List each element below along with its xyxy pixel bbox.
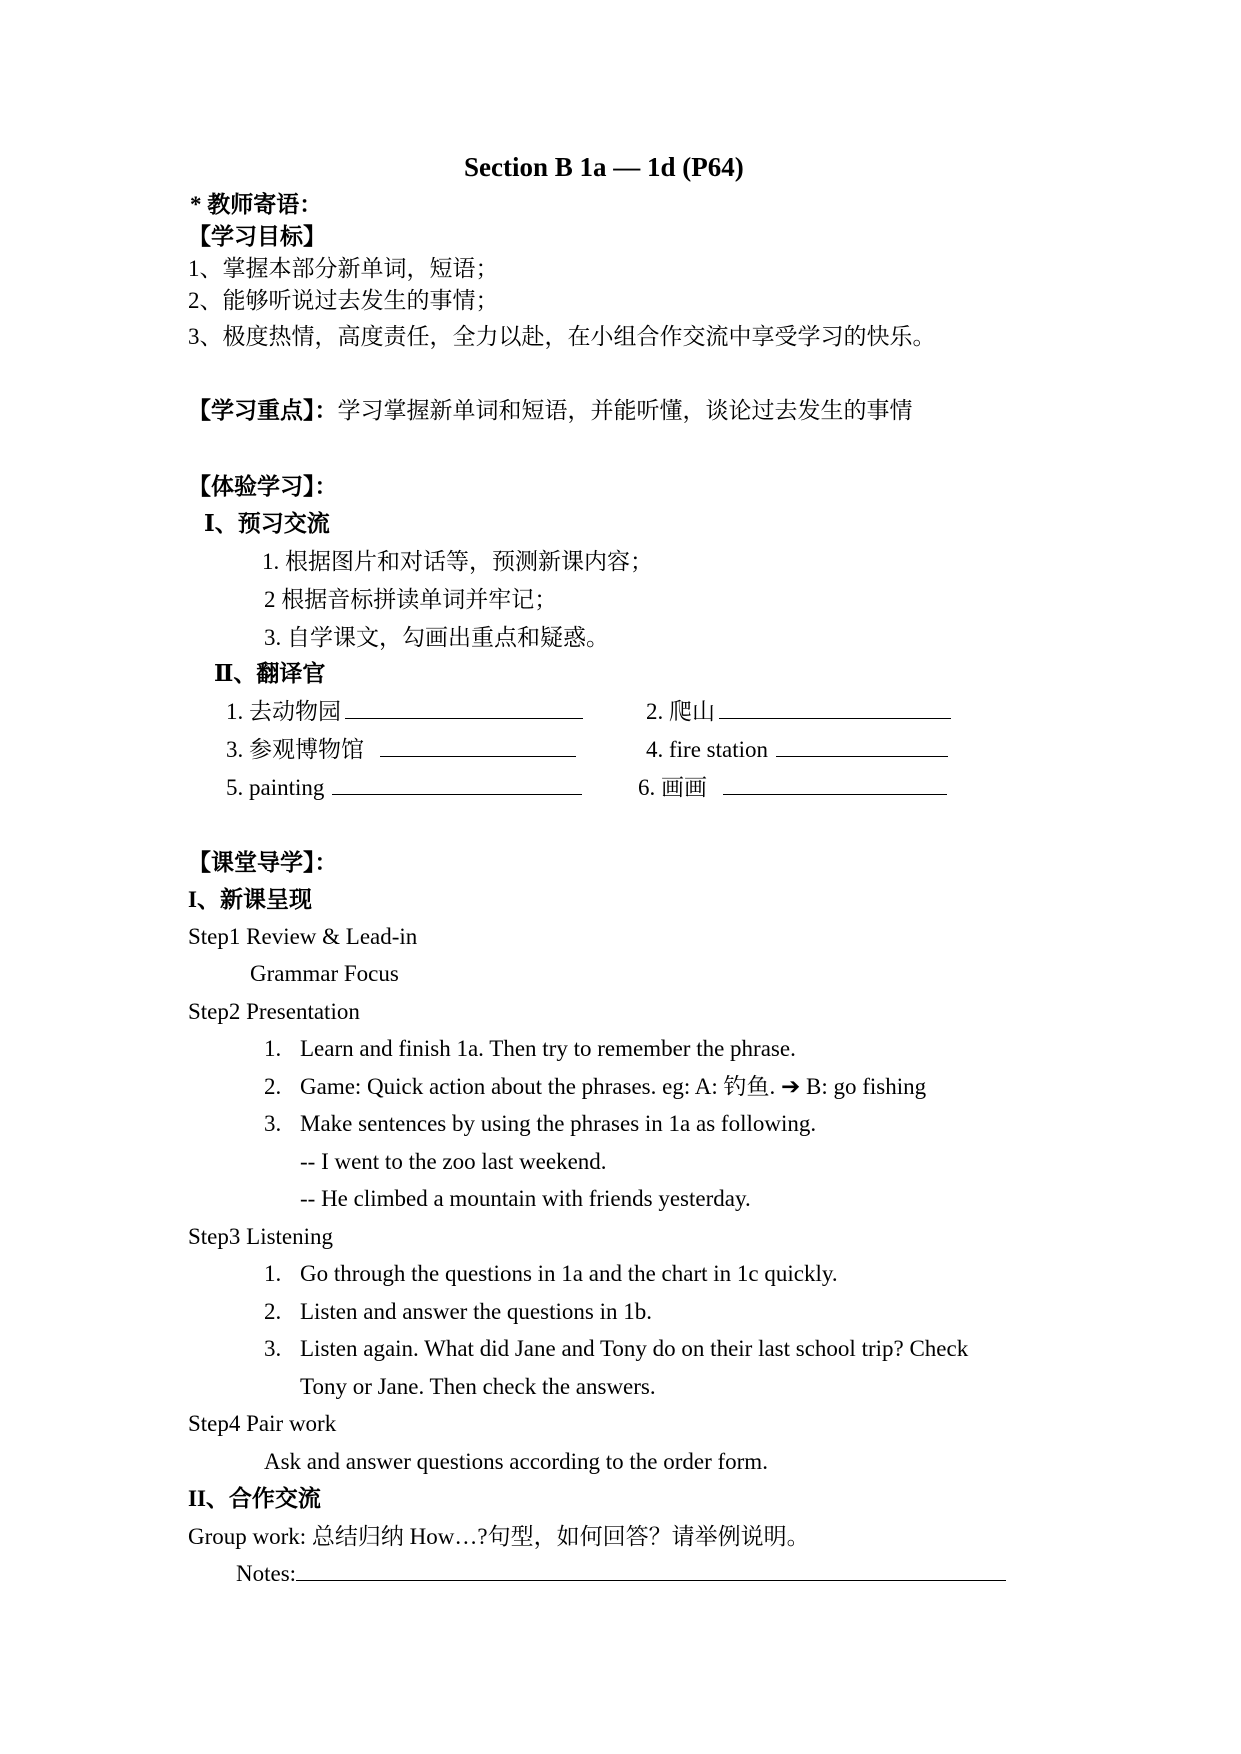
notes-label: Notes: (236, 1561, 297, 1586)
preview-item: 1. 根据图片和对话等，预测新课内容； (262, 549, 653, 574)
step2-item-game (300, 1072, 926, 1102)
step2-item: Learn and finish 1a. Then try to remember the phrase. (300, 1036, 796, 1061)
step1-label: Step1 Review & Lead-in (188, 924, 418, 949)
goal-item: 3、极度热情，高度责任，全力以赴，在小组合作交流中享受学习的快乐。 (188, 324, 936, 349)
example-sentence: -- I went to the zoo last weekend. (300, 1149, 607, 1174)
translate-prompt: 6. 画画 (638, 775, 707, 800)
answer-blank[interactable] (776, 736, 948, 757)
step3-num: 2. (264, 1299, 282, 1324)
translate-prompt: 2. 爬山 (646, 699, 715, 724)
translate-item (638, 773, 947, 803)
experience-heading: 【体验学习】： (188, 474, 338, 499)
teacher-note: * 教师寄语： (190, 192, 323, 217)
translate-prompt: 3. 参观博物馆 (226, 737, 364, 762)
cooperate-heading: II、合作交流 (188, 1486, 321, 1511)
translate-prompt: 1. 去动物园 (226, 699, 341, 724)
goals-heading: 【学习目标】 (188, 224, 326, 249)
answer-blank[interactable] (332, 774, 582, 795)
step3-label: Step3 Listening (188, 1224, 334, 1249)
focus-heading: 【学习重点】： (188, 398, 338, 423)
step4-label: Step4 Pair work (188, 1411, 337, 1436)
step1-sub: Grammar Focus (250, 961, 399, 986)
step4-text: Ask and answer questions according to the order form. (264, 1449, 768, 1474)
notes-blank[interactable] (296, 1560, 1006, 1581)
translate-heading: Ⅱ、翻译官 (214, 661, 326, 686)
step2-item: Game: Quick action about the phrases. eg: A: 钓鱼. (300, 1074, 776, 1099)
step2-num: 3. (264, 1111, 282, 1136)
step3-item-continuation: Tony or Jane. Then check the answers. (300, 1374, 656, 1399)
answer-blank[interactable] (723, 774, 947, 795)
answer-blank[interactable] (719, 698, 951, 719)
goal-item: 1、掌握本部分新单词，短语； (188, 256, 499, 281)
focus-text: 学习掌握新单词和短语，并能听懂，谈论过去发生的事情 (337, 398, 913, 423)
page-title: Section B 1a — 1d (P64) (464, 152, 744, 182)
translate-prompt: 5. painting (226, 775, 325, 800)
step2-num: 2. (264, 1074, 282, 1099)
translate-item (646, 697, 951, 727)
step2-item-answer: B: go fishing (806, 1074, 927, 1099)
step3-item: Go through the questions in 1a and the chart in 1c quickly. (300, 1261, 838, 1286)
notes-line (236, 1559, 1006, 1589)
preview-heading: Ⅰ、预习交流 (204, 511, 330, 536)
focus-line (188, 396, 913, 426)
arrow-icon: ➔ (780, 1074, 801, 1099)
example-sentence: -- He climbed a mountain with friends yesterday. (300, 1186, 751, 1211)
translate-prompt: 4. fire station (646, 737, 768, 762)
step3-num: 1. (264, 1261, 282, 1286)
preview-item: 2 根据音标拼读单词并牢记； (264, 587, 558, 612)
preview-item: 3. 自学课文，勾画出重点和疑惑。 (264, 625, 609, 650)
classroom-heading: 【课堂导学】： (188, 850, 338, 875)
translate-item (226, 735, 576, 765)
translate-item (646, 735, 948, 765)
answer-blank[interactable] (380, 736, 576, 757)
step2-label: Step2 Presentation (188, 999, 360, 1024)
step2-item: Make sentences by using the phrases in 1a as following. (300, 1111, 817, 1136)
answer-blank[interactable] (345, 698, 583, 719)
step3-item: Listen and answer the questions in 1b. (300, 1299, 652, 1324)
new-lesson-heading: I、新课呈现 (188, 887, 312, 912)
step3-item: Listen again. What did Jane and Tony do on their last school trip? Check (300, 1336, 969, 1361)
translate-item (226, 773, 582, 803)
step3-num: 3. (264, 1336, 282, 1361)
step2-num: 1. (264, 1036, 282, 1061)
group-work: Group work: 总结归纳 How…?句型，如何回答？请举例说明。 (188, 1524, 810, 1549)
translate-item (226, 697, 583, 727)
goal-item: 2、能够听说过去发生的事情； (188, 288, 499, 313)
